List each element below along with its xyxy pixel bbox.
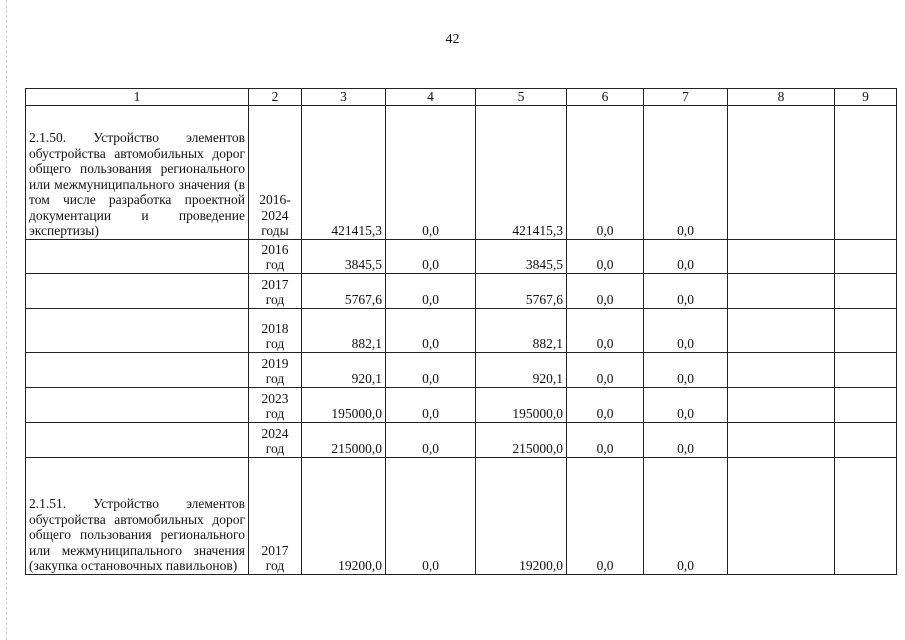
row-period: 2017 год (249, 457, 302, 574)
row-period: 2017 год (249, 273, 302, 308)
page-number: 42 (445, 32, 460, 47)
row-description (26, 239, 249, 273)
cell-col-4: 0,0 (386, 422, 476, 457)
column-header-5: 5 (476, 89, 567, 106)
row-period: 2016 год (249, 239, 302, 273)
cell-col-3: 882,1 (302, 308, 386, 352)
row-description: 2.1.51. Устройство элементов обустройства автомобильных дорог общего пользования регионального или межмуниципального значения (закупка остановочных павильонов) (26, 457, 249, 574)
column-header-6: 6 (567, 89, 644, 106)
table-row (26, 387, 897, 422)
cell-col-5: 3845,5 (476, 239, 567, 273)
cell-col-6: 0,0 (567, 387, 644, 422)
cell-col-7: 0,0 (644, 422, 728, 457)
row-description (26, 352, 249, 387)
cell-col-7: 0,0 (644, 105, 728, 239)
cell-col-6: 0,0 (567, 457, 644, 574)
budget-table (25, 88, 897, 575)
cell-col-9 (835, 457, 897, 574)
cell-col-9 (835, 422, 897, 457)
table-row (26, 308, 897, 352)
scan-edge (6, 0, 7, 640)
cell-col-4: 0,0 (386, 352, 476, 387)
table-row (26, 105, 897, 239)
column-header-4: 4 (386, 89, 476, 106)
cell-col-9 (835, 105, 897, 239)
cell-col-6: 0,0 (567, 273, 644, 308)
header-row (26, 89, 897, 106)
cell-col-9 (835, 273, 897, 308)
cell-col-3: 3845,5 (302, 239, 386, 273)
cell-col-4: 0,0 (386, 273, 476, 308)
cell-col-7: 0,0 (644, 457, 728, 574)
table-row (26, 352, 897, 387)
cell-col-3: 215000,0 (302, 422, 386, 457)
table-row (26, 457, 897, 574)
cell-col-3: 5767,6 (302, 273, 386, 308)
cell-col-4: 0,0 (386, 239, 476, 273)
table-row (26, 239, 897, 273)
cell-col-5: 920,1 (476, 352, 567, 387)
cell-col-8 (728, 239, 835, 273)
cell-col-5: 19200,0 (476, 457, 567, 574)
row-period: 2018 год (249, 308, 302, 352)
cell-col-3: 19200,0 (302, 457, 386, 574)
table-row (26, 273, 897, 308)
cell-col-7: 0,0 (644, 308, 728, 352)
cell-col-5: 215000,0 (476, 422, 567, 457)
cell-col-8 (728, 457, 835, 574)
column-header-7: 7 (644, 89, 728, 106)
cell-col-8 (728, 387, 835, 422)
cell-col-4: 0,0 (386, 308, 476, 352)
cell-col-5: 5767,6 (476, 273, 567, 308)
cell-col-6: 0,0 (567, 352, 644, 387)
cell-col-8 (728, 308, 835, 352)
cell-col-8 (728, 105, 835, 239)
cell-col-8 (728, 422, 835, 457)
cell-col-4: 0,0 (386, 387, 476, 422)
column-header-9: 9 (835, 89, 897, 106)
cell-col-9 (835, 308, 897, 352)
cell-col-4: 0,0 (386, 457, 476, 574)
cell-col-8 (728, 352, 835, 387)
cell-col-9 (835, 352, 897, 387)
cell-col-9 (835, 387, 897, 422)
column-header-3: 3 (302, 89, 386, 106)
cell-col-7: 0,0 (644, 387, 728, 422)
row-period: 2023 год (249, 387, 302, 422)
row-description (26, 422, 249, 457)
cell-col-6: 0,0 (567, 105, 644, 239)
column-header-8: 8 (728, 89, 835, 106)
row-description: 2.1.50. Устройство элементов обустройства автомобильных дорог общего пользования регионального или межмуниципального значения (в том числе разработка проектной документации и проведение экспертизы) (26, 105, 249, 239)
cell-col-6: 0,0 (567, 308, 644, 352)
column-header-2: 2 (249, 89, 302, 106)
row-period: 2024 год (249, 422, 302, 457)
cell-col-4: 0,0 (386, 105, 476, 239)
cell-col-6: 0,0 (567, 239, 644, 273)
cell-col-8 (728, 273, 835, 308)
row-description (26, 273, 249, 308)
cell-col-5: 421415,3 (476, 105, 567, 239)
cell-col-3: 195000,0 (302, 387, 386, 422)
row-period: 2016-2024 годы (249, 105, 302, 239)
cell-col-7: 0,0 (644, 352, 728, 387)
row-description (26, 308, 249, 352)
column-header-1: 1 (26, 89, 249, 106)
table-row (26, 422, 897, 457)
row-period: 2019 год (249, 352, 302, 387)
cell-col-9 (835, 239, 897, 273)
cell-col-3: 421415,3 (302, 105, 386, 239)
row-description (26, 387, 249, 422)
cell-col-7: 0,0 (644, 273, 728, 308)
cell-col-5: 195000,0 (476, 387, 567, 422)
cell-col-3: 920,1 (302, 352, 386, 387)
cell-col-6: 0,0 (567, 422, 644, 457)
cell-col-5: 882,1 (476, 308, 567, 352)
cell-col-7: 0,0 (644, 239, 728, 273)
